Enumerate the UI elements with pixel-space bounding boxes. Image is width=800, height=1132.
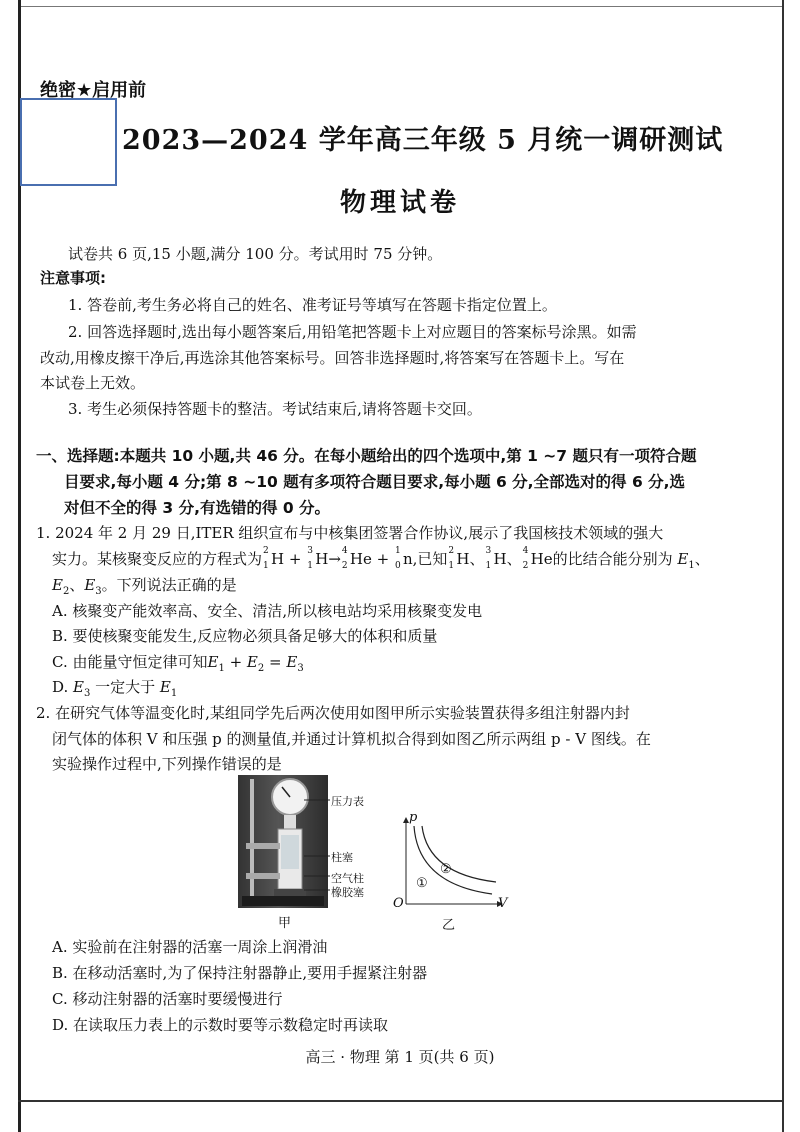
q2-option-c: C. 移动注射器的活塞时要缓慢进行 <box>52 990 283 1008</box>
origin-label: O <box>393 896 404 911</box>
figure-b-caption: 乙 <box>442 918 456 933</box>
q1-text: 。下列说法正确的是 <box>101 576 237 594</box>
label-leader-lines <box>304 790 334 900</box>
q2-line-3: 实验操作过程中,下列操作错误的是 <box>52 755 282 773</box>
q1-option-d: D. $E_3$ 一定大于 $E_1$ <box>52 678 178 699</box>
energy-subscript: 3 <box>95 586 102 597</box>
curve-2 <box>422 826 496 882</box>
axis-label-v: V <box>498 896 508 911</box>
scan-edge-top <box>18 6 784 7</box>
notice-item-1: 1. 答卷前,考生务必将自己的姓名、准考证号等填写在答题卡指定位置上。 <box>68 296 557 314</box>
axis-label-p: p <box>409 810 418 825</box>
energy-symbol: E <box>207 653 219 671</box>
label-air-column: 空气柱 <box>331 872 364 885</box>
nuclide-he4 <box>522 546 553 571</box>
energy-subscript: 1 <box>218 663 225 674</box>
energy-symbol: E <box>286 653 298 671</box>
mass-number: 1 <box>394 546 401 556</box>
mass-number: 4 <box>522 546 529 556</box>
energy-symbol: E <box>84 576 96 594</box>
energy-subscript: 3 <box>83 688 91 699</box>
energy-symbol: E <box>52 576 63 594</box>
nuclide-h2 <box>447 546 470 571</box>
nuclide-n1 <box>394 546 413 571</box>
label-pressure-gauge: 压力表 <box>331 795 364 808</box>
energy-subscript: 3 <box>297 663 304 674</box>
element-symbol: He <box>349 550 372 568</box>
q1-line-2 <box>52 546 710 576</box>
charge-number: 2 <box>341 561 348 571</box>
element-symbol: H <box>315 550 329 568</box>
mass-number: 3 <box>485 546 492 556</box>
charge-number: 1 <box>448 561 455 571</box>
page-footer: 高三 · 物理 第 1 页(共 6 页) <box>305 1048 495 1066</box>
notice-item-2-line-2: 改动,用橡皮擦干净后,再选涂其他答案标号。回答非选择题时,将答案写在答题卡上。写在 <box>40 349 625 367</box>
secret-label: 绝密★启用前 <box>40 80 147 101</box>
q1-text: ,已知 <box>412 550 448 568</box>
nuclide-h3 <box>485 546 507 571</box>
q1-line-3 <box>52 575 237 602</box>
q1-option-a: A. 核聚变产能效率高、安全、清洁,所以核电站均采用核聚变发电 <box>52 602 483 620</box>
equals-sign: = <box>264 653 287 671</box>
mass-number: 2 <box>448 546 455 556</box>
section-1-line-2: 目要求,每小题 4 分;第 8 ~10 题有多项符合题目要求,每小题 6 分,全部选对的得 6 分,选 <box>64 473 686 491</box>
reaction-arrow: → <box>328 550 341 568</box>
energy-subscript: 1 <box>170 688 178 699</box>
element-symbol: H <box>456 550 470 568</box>
nuclide-he4 <box>341 546 372 571</box>
separator: 、 <box>469 550 485 568</box>
exam-title: 2023—2024 学年高三年级 5 月统一调研测试 <box>122 125 724 156</box>
separator: 、 <box>506 550 522 568</box>
energy-symbol: E <box>677 550 689 568</box>
q1-option-c <box>52 652 304 679</box>
notice-item-2-line-1: 2. 回答选择题时,选出每小题答案后,用铅笔把答题卡上对应题目的答案标号涂黑。如需 <box>68 323 637 341</box>
element-symbol: He <box>530 550 553 568</box>
notice-item-2-line-3: 本试卷上无效。 <box>40 374 146 392</box>
option-text: C. 由能量守恒定律可知 <box>52 653 208 671</box>
figure-a-caption: 甲 <box>278 916 292 931</box>
q2-line-2: 闭气体的体积 V 和压强 p 的测量值,并通过计算机拟合得到如图乙所示两组 p - V 图线。在 <box>52 730 651 748</box>
barcode-box <box>20 98 117 186</box>
q2-line-1: 2. 在研究气体等温变化时,某组同学先后两次使用如图甲所示实验装置获得多组注射器内封 <box>36 704 630 722</box>
exam-summary: 试卷共 6 页,15 小题,满分 100 分。考试用时 75 分钟。 <box>68 245 443 263</box>
notice-item-3: 3. 考生必须保持答题卡的整洁。考试结束后,请将答题卡交回。 <box>68 400 482 418</box>
energy-subscript: 2 <box>257 663 265 674</box>
q1-text: 实力。某核聚变反应的方程式为 <box>52 550 263 568</box>
mass-number: 4 <box>341 546 348 556</box>
curve-2-label: ② <box>440 862 452 877</box>
charge-number: 2 <box>522 561 529 571</box>
pv-graph <box>392 812 512 912</box>
section-1-line-1: 一、选择题:本题共 10 小题,共 46 分。在每小题给出的四个选项中,第 1 ~7 题只有一项符合题 <box>36 447 697 465</box>
charge-number: 1 <box>485 561 492 571</box>
energy-symbol: E <box>73 678 84 696</box>
plus-sign: + <box>284 550 307 568</box>
charge-number: 0 <box>394 561 401 571</box>
mass-number: 3 <box>307 546 313 556</box>
nuclide-h3 <box>306 546 329 571</box>
notice-heading: 注意事项: <box>40 269 106 287</box>
plus-sign: + <box>224 653 247 671</box>
label-rubber-stopper: 橡胶塞 <box>331 886 364 899</box>
element-symbol: H <box>493 550 507 568</box>
plus-sign: + <box>371 550 394 568</box>
q2-option-d: D. 在读取压力表上的示数时要等示数稳定时再读取 <box>52 1016 389 1034</box>
nuclide-h2 <box>262 546 285 571</box>
energy-symbol: E <box>159 678 171 696</box>
mass-number: 2 <box>263 546 269 556</box>
q2-option-b: B. 在移动活塞时,为了保持注射器静止,要用手握紧注射器 <box>52 964 428 982</box>
charge-number: 1 <box>263 561 269 571</box>
q1-option-b: B. 要使核聚变能发生,反应物必须具备足够大的体积和质量 <box>52 627 438 645</box>
energy-symbol: E <box>246 653 258 671</box>
subject-title: 物理试卷 <box>339 188 460 218</box>
scan-edge-bottom <box>18 1100 784 1102</box>
q2-option-a: A. 实验前在注射器的活塞一周涂上润滑油 <box>52 938 328 956</box>
element-symbol: n <box>402 550 413 568</box>
separator: 、 <box>694 550 710 568</box>
separator: 、 <box>69 576 85 594</box>
scan-edge-right <box>782 0 784 1132</box>
curve-1-label: ① <box>416 876 428 891</box>
label-piston: 柱塞 <box>331 851 353 864</box>
charge-number: 1 <box>307 561 313 571</box>
q1-text: 的比结合能分别为 <box>552 550 678 568</box>
energy-subscript: 1 <box>688 560 695 571</box>
section-1-line-3: 对但不全的得 3 分,有选错的得 0 分。 <box>64 499 331 517</box>
element-symbol: H <box>271 550 285 568</box>
q1-line-1: 1. 2024 年 2 月 29 日,ITER 组织宣布与中核集团签署合作协议,展示了我国核技术领域的强大 <box>36 524 664 542</box>
energy-subscript: 2 <box>62 586 70 597</box>
option-text: 一定大于 <box>90 678 160 696</box>
